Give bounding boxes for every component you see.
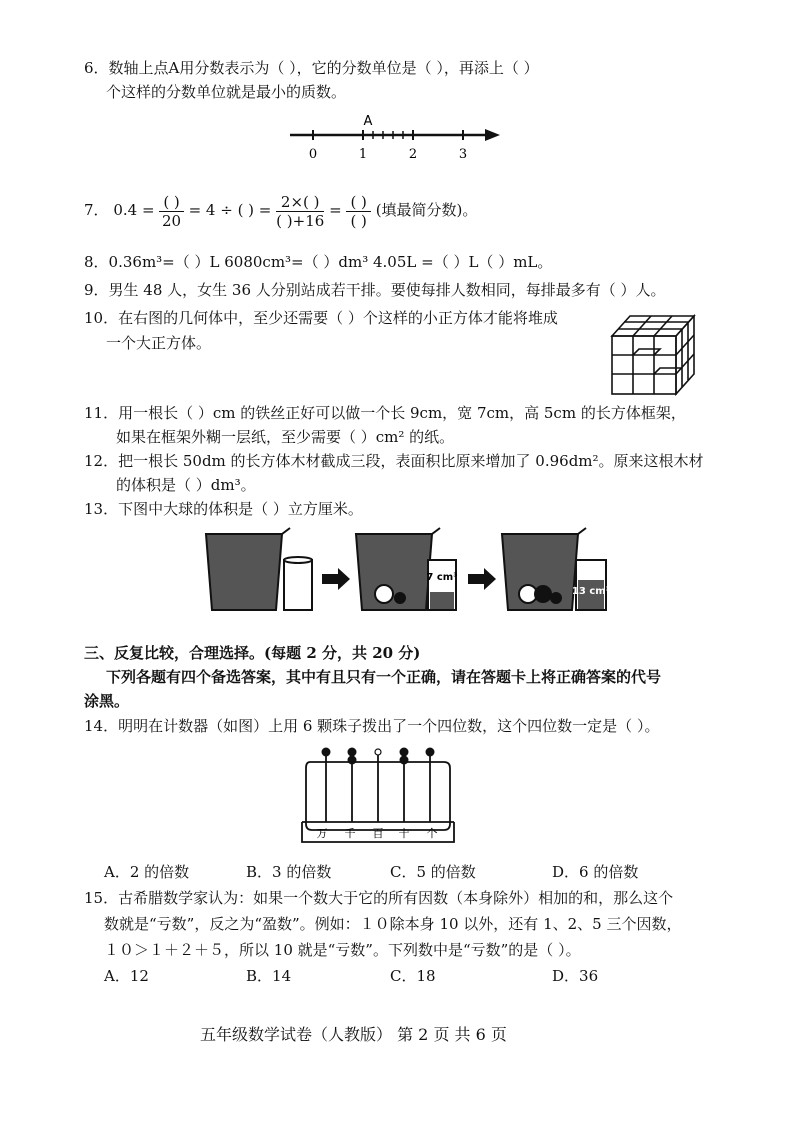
q15-option-c[interactable]: C．18 xyxy=(390,967,436,985)
q7-lhs: 0.4 = xyxy=(113,201,155,219)
q6-line1: 6．数轴上点A用分数表示为（ ），它的分数单位是（ ），再添上（ ） xyxy=(84,59,539,77)
q15-option-a[interactable]: A．12 xyxy=(104,967,149,985)
cube-stack-figure xyxy=(608,310,698,398)
tick-label-1: 1 xyxy=(358,147,368,162)
q15-line2: 数就是“亏数”，反之为“盈数”。例如：１０除本身 10 以外，还有 1、2、5 三个因数， xyxy=(104,915,682,933)
page-footer: 五年级数学试卷（人教版） 第 2 页 共 6 页 xyxy=(200,1025,507,1044)
section3-intro-line1: 下列各题有四个备选答案，其中有且只有一个正确，请在答题卡上将正确答案的代号 xyxy=(106,668,662,686)
q7-number: 7． xyxy=(84,201,109,219)
abacus-figure xyxy=(298,738,458,846)
q11-line1: 11．用一根长（ ）cm 的铁丝正好可以做一个长 9cm，宽 7cm，高 5cm 的长方体框架， xyxy=(84,404,686,422)
q10-line2: 一个大正方体。 xyxy=(106,334,212,352)
q15-line1: 15．古希腊数学家认为：如果一个数大于它的所有因数（本身除外）相加的和，那么这个 xyxy=(84,889,674,907)
tick-label-3: 3 xyxy=(458,147,468,162)
q14-option-d[interactable]: D．6 的倍数 xyxy=(552,863,639,881)
q7-fraction-2: $\frac{2\times( )}{( )+16}$ xyxy=(276,192,325,230)
q15-line3: １０＞１＋２＋５，所以 10 就是“亏数”。下列数中是“亏数”的是（ ）。 xyxy=(104,941,581,959)
tick-label-0: 0 xyxy=(308,147,318,162)
q15-option-d[interactable]: D．36 xyxy=(552,967,599,985)
q7-equals: = xyxy=(329,201,342,219)
section3-intro-line2: 涂黑。 xyxy=(84,692,130,710)
q7-fraction-1: $\frac{( )}{20}$ xyxy=(159,193,183,230)
q13: 13．下图中大球的体积是（ ）立方厘米。 xyxy=(84,500,363,518)
label-13-cm3: 13 cm³ xyxy=(571,586,611,597)
section3-title: 三、反复比较，合理选择。(每题 2 分，共 20 分) xyxy=(84,644,421,662)
place-label-wan: 万 xyxy=(316,827,328,840)
q10-line1: 10．在右图的几何体中，至少还需要（ ）个这样的小正方体才能将堆成 xyxy=(84,309,558,327)
q14-option-b[interactable]: B．3 的倍数 xyxy=(246,863,332,881)
q14-option-c[interactable]: C．5 的倍数 xyxy=(390,863,476,881)
q7 xyxy=(84,190,477,230)
label-7-cm3: 7 cm³ xyxy=(426,572,458,583)
q11-line2: 如果在框架外糊一层纸，至少需要（ ）cm² 的纸。 xyxy=(116,428,455,446)
q14: 14．明明在计数器（如图）上用 6 颗珠子拨出了一个四位数，这个四位数一定是（ ）。 xyxy=(84,717,660,735)
place-label-ge: 个 xyxy=(426,827,438,840)
q12-line1: 12．把一根长 50dm 的长方体木材截成三段，表面积比原来增加了 0.96dm²。原来这根木材 xyxy=(84,452,704,470)
q7-division: = 4 ÷ ( ) = xyxy=(188,201,272,219)
q14-option-a[interactable]: A．2 的倍数 xyxy=(104,863,190,881)
q15-option-b[interactable]: B．14 xyxy=(246,967,292,985)
place-label-qian: 千 xyxy=(344,827,356,840)
q9: 9．男生 48 人，女生 36 人分别站成若干排。要使每排人数相同，每排最多有（ ）人。 xyxy=(84,281,666,299)
q8: 8．0.36m³=（ ）L 6080cm³=（ ）dm³ 4.05L =（ ）L（ ）mL。 xyxy=(84,253,553,271)
number-line xyxy=(285,110,515,165)
water-displacement-figure xyxy=(200,522,630,614)
place-label-shi: 十 xyxy=(398,827,410,840)
point-a-label: A xyxy=(363,114,373,129)
q12-line2: 的体积是（ ）dm³。 xyxy=(116,476,256,494)
q7-note: (填最简分数)。 xyxy=(375,201,478,219)
place-label-bai: 百 xyxy=(372,827,384,840)
tick-label-2: 2 xyxy=(408,147,418,162)
q6-line2: 个这样的分数单位就是最小的质数。 xyxy=(106,83,347,101)
q7-fraction-3: $\frac{( )}{( )}$ xyxy=(346,193,370,230)
